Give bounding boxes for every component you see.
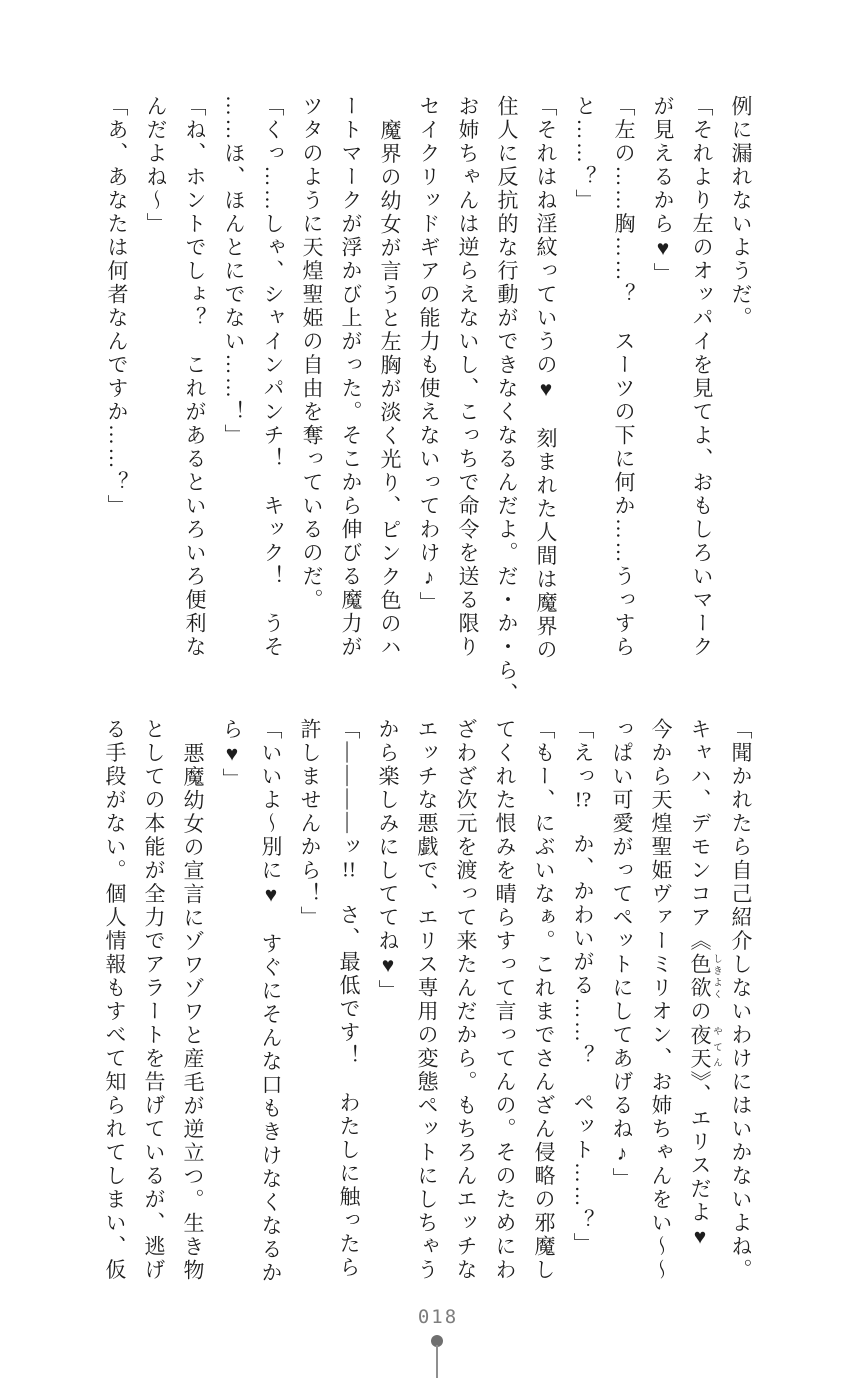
text-block-top xyxy=(94,95,760,720)
text-line: としての本能が全力でアラートを告げているが、逃げ xyxy=(142,718,166,1282)
text-line: 許しませんから！」 xyxy=(298,718,322,930)
text-line: と……？」 xyxy=(573,95,597,213)
text-line: 例に漏れないようだ。 xyxy=(729,95,753,330)
text-line: お姉ちゃんは逆らえないし、こっちで命令を送る限り xyxy=(456,95,480,659)
text-line: んだよね〜」 xyxy=(144,95,168,236)
text-line: が見えるから♥」 xyxy=(651,95,675,286)
tate-chu-yoko-text: !! xyxy=(342,859,356,880)
text-line: 「ね、ホントでしょ？ これがあるといろいろ便利な xyxy=(183,95,207,659)
text-line: 「それより左のオッパイを見てよ、おもしろいマーク xyxy=(690,95,714,659)
text-line: 住人に反抗的な行動ができなくなるんだよ。だ・か・ら、 xyxy=(495,95,519,706)
text-line: る手段がない。個人情報もすべて知られてしまい、仮 xyxy=(103,718,127,1282)
tate-chu-yoko-text: !? xyxy=(574,788,592,810)
text-line: 「左の……胸……？ スーツの下に何か……うっすら xyxy=(612,95,636,659)
text-line: から楽しみにしててね♥」 xyxy=(376,718,400,1003)
text-line: キャハ、デモンコア《色欲 しきよくの夜天 やてん》、エリスだよ♥ xyxy=(688,718,721,1251)
text-line: てくれた恨みを晴らすって言ってんの。そのためにわ xyxy=(493,718,517,1282)
text-line: 今から天煌聖姫ヴァーミリオン、お姉ちゃんをい〜〜 xyxy=(649,718,673,1282)
text-line: ……ほ、ほんとにでない……！」 xyxy=(222,95,246,448)
text-line: 「――――ッ!! さ、最低です！ わたしに触ったら xyxy=(337,718,361,1280)
text-line: 「聞かれたら自己紹介しないわけにはいかないよね。 xyxy=(729,718,753,1282)
text-line: セイクリッドギアの能力も使えないってわけ♪」 xyxy=(417,95,441,615)
text-block-bottom xyxy=(94,718,760,1318)
text-line: 「えっ!? か、かわいがる……？ ペット……？」 xyxy=(571,718,595,1256)
text-line: 「もー、にぶいなぁ。これまでさんざん侵略の邪魔し xyxy=(532,718,556,1282)
text-line: 悪魔幼女の宣言にゾワゾワと産毛が逆立つ。生き物 xyxy=(181,741,205,1282)
text-line: エッチな悪戯で、エリス専用の変態ペットにしちゃう xyxy=(415,718,439,1282)
footer-line-ornament xyxy=(436,1345,438,1378)
text-line: 「それはね淫紋っていうの♥ 刻まれた人間は魔界の xyxy=(534,95,558,662)
page-number: 018 xyxy=(417,1306,459,1328)
text-line: 魔界の幼女が言うと左胸が淡く光り、ピンク色のハ xyxy=(378,118,402,659)
text-line: っぱい可愛がってペットにしてあげるね♪」 xyxy=(610,718,634,1191)
text-line: ツタのように天煌聖姫の自由を奪っているのだ。 xyxy=(300,95,324,612)
text-line: 「くっ……しゃ、シャインパンチ！ キック！ うそ xyxy=(261,95,285,659)
text-line: ら♥」 xyxy=(220,718,244,792)
text-line: ートマークが浮かび上がった。そこから伸びる魔力が xyxy=(339,95,363,659)
text-line: ざわざ次元を渡って来たんだから。もちろんエッチな xyxy=(454,718,478,1282)
text-line: 「いいよ〜別に♥ すぐにそんな口もきけなくなるか xyxy=(259,718,283,1285)
text-line: 「あ、あなたは何者なんですか……？」 xyxy=(105,95,129,518)
